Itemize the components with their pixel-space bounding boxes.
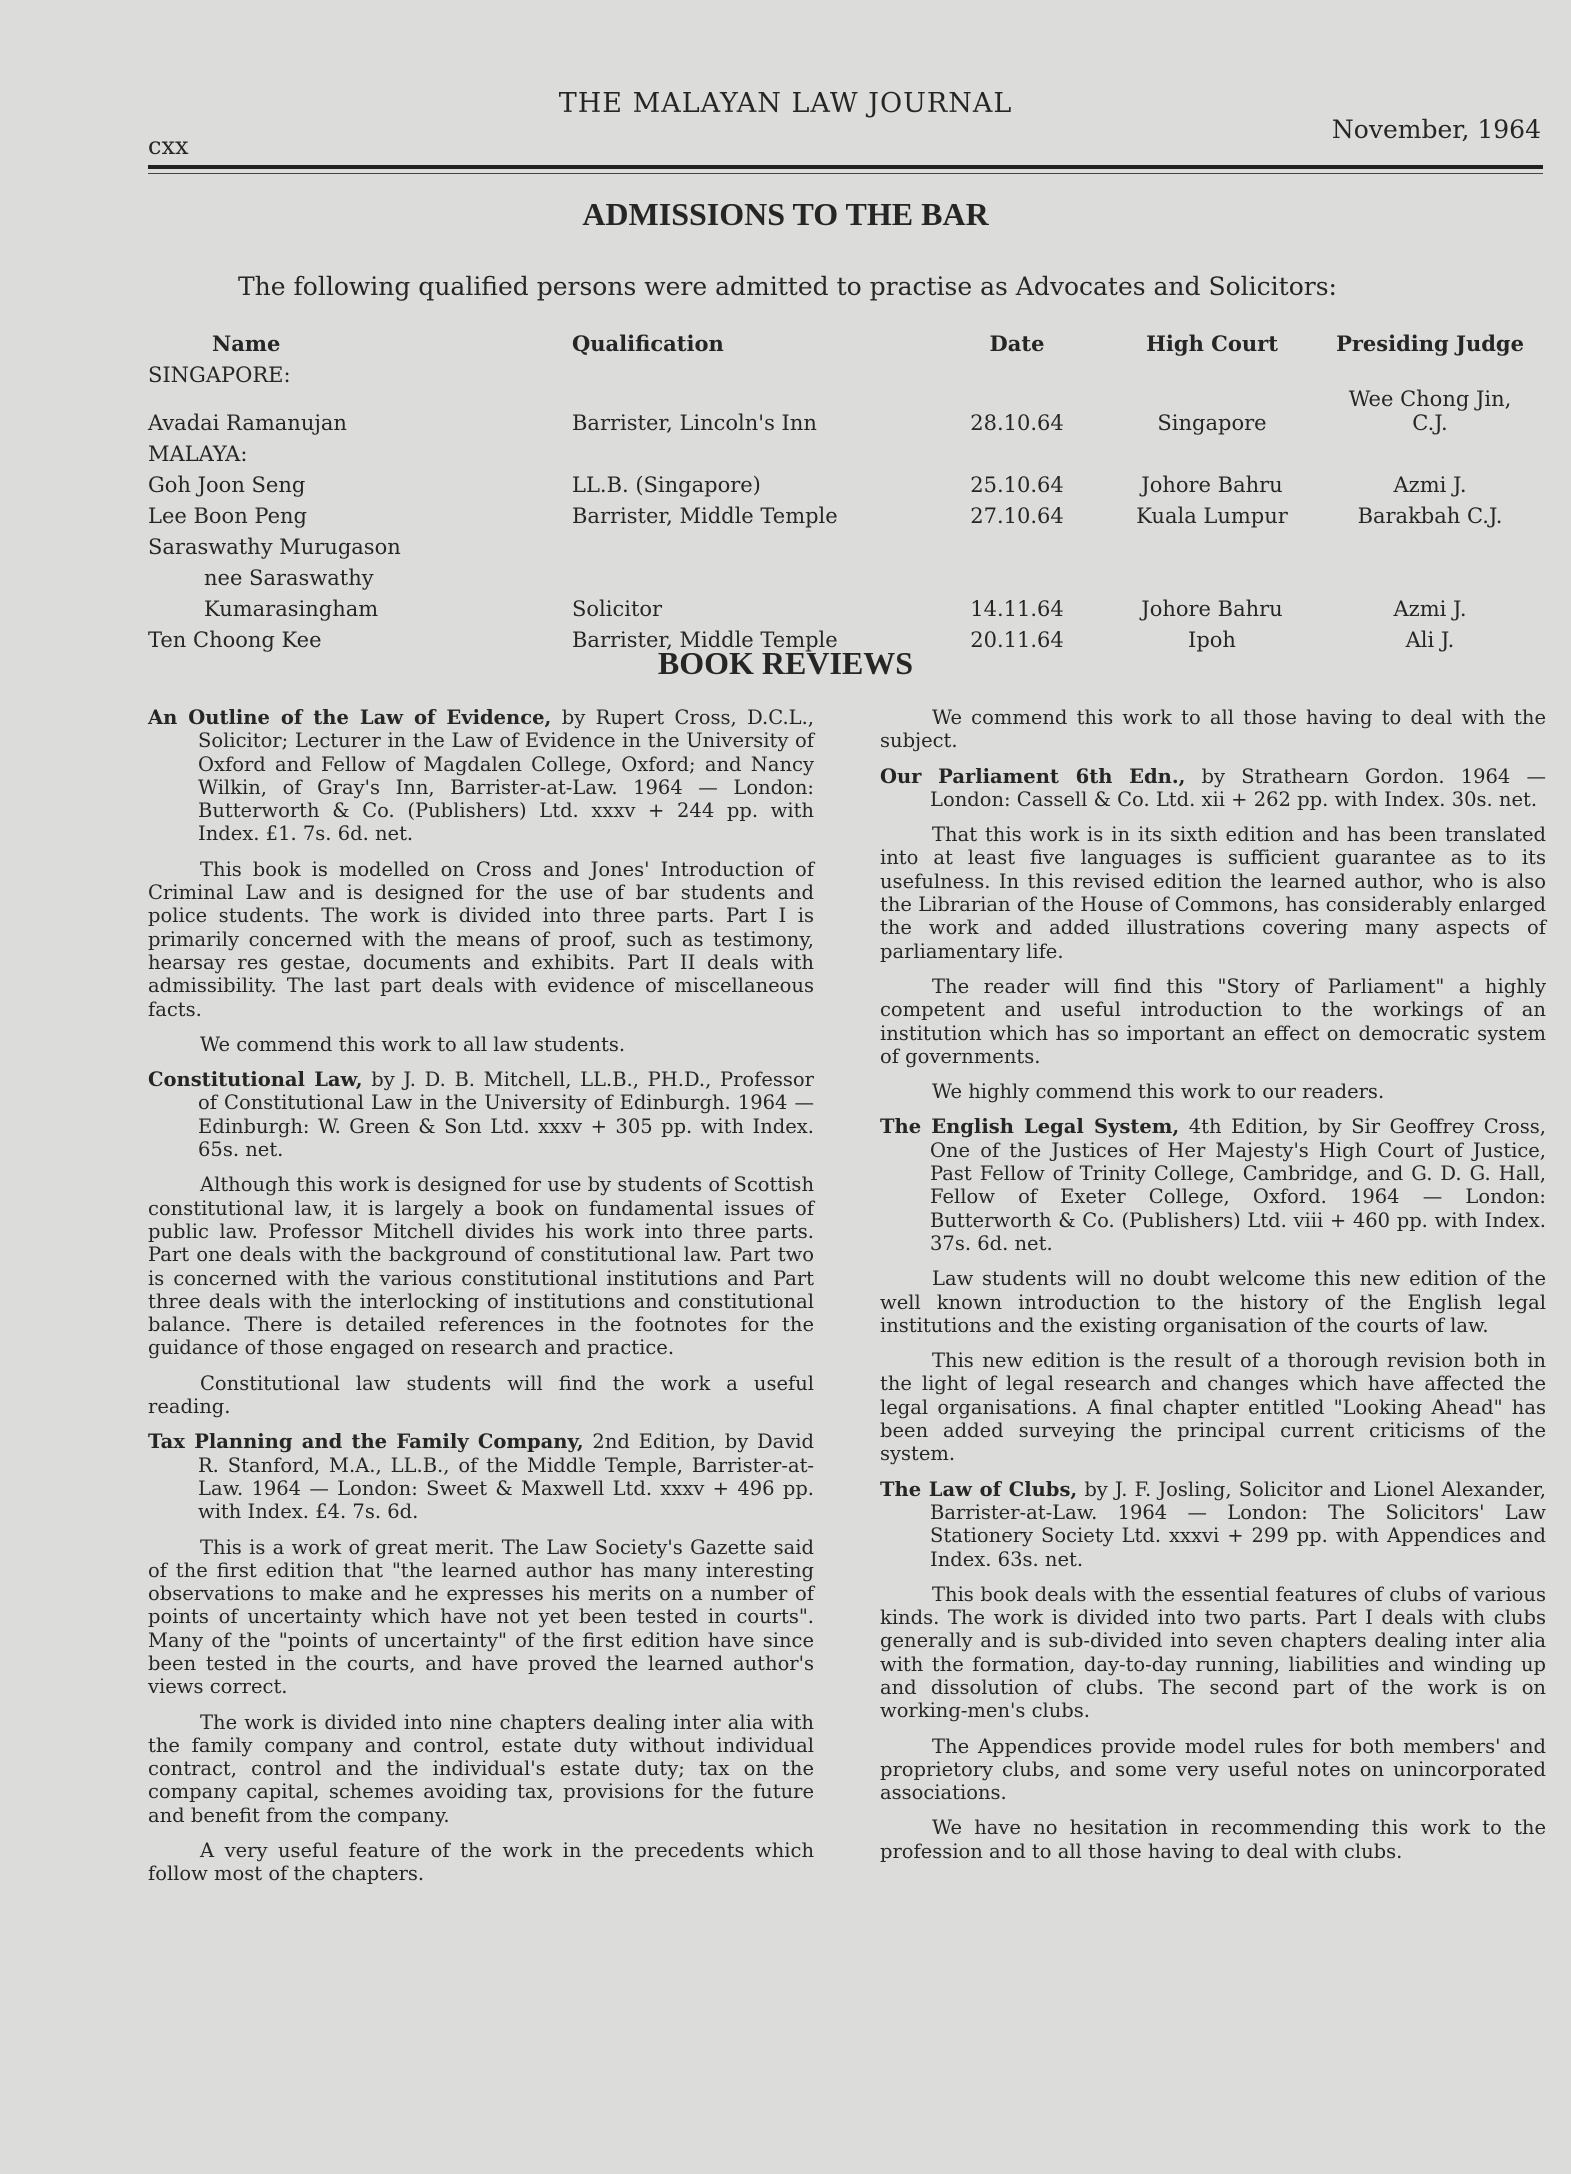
qualification-cell [572,528,942,559]
table-row [148,559,1528,590]
group-row [148,435,1528,466]
name-cell: Saraswathy Murugason [148,535,401,559]
book-details: 2nd Edition, by David R. Stanford, M.A., LL.B., of the Middle Temple, Barrister-at-Law. 1964 — London: Sweet & Maxwell Ltd. xxxv + 496 pp. with Index. £4. 7s. 6d. [198,1430,814,1524]
qualification-cell: Barrister, Middle Temple [572,504,838,528]
header-rule [148,165,1543,169]
table-row [148,590,1528,621]
judge-cell: Ali J. [1405,628,1455,652]
court-cell [1092,528,1332,559]
judge-cell [1332,528,1528,559]
book-title: Constitutional Law, [148,1068,363,1092]
qualification-cell: Barrister, Middle Temple [572,628,838,652]
book-details: by J. F. Josling, Solicitor and Lionel Alexander, Barrister-at-Law. 1964 — London: The Solicitors' Law Stationery Society Ltd. xxxvi + 299 pp. with Appendices and Index. 63s. net. [930,1477,1546,1571]
judge-cell: Azmi J. [1393,597,1467,621]
court-cell: Singapore [1157,411,1267,435]
judge-cell: Azmi J. [1393,473,1467,497]
name-cell: Ten Choong Kee [148,628,322,652]
book-title: An Outline of the Law of Evidence, [148,706,552,729]
qualification-cell [572,559,942,590]
court-cell [1092,559,1332,590]
date-cell: 20.11.64 [970,628,1064,652]
review-entry [880,765,1546,812]
date-cell: 27.10.64 [970,504,1064,528]
review-paragraph: The Appendices provide model rules for both members' and proprietory clubs, and some very useful notes on unincorporated associations. [880,1734,1546,1805]
review-paragraph: Law students will no doubt welcome this new edition of the well known introduction to the history of the English legal institutions and the existing organisation of the courts of law. [880,1267,1546,1337]
name-cell: nee Saraswathy [204,566,374,590]
judge-cell: Barakbah C.J. [1357,504,1503,528]
judge-cell [1332,559,1528,590]
review-paragraph: Constitutional law students will find the work a useful reading. [148,1371,814,1419]
review-paragraph: Although this work is designed for use by students of Scottish constitutional law, it is largely a book on fundamental issues of public law. Professor Mitchell divides his work into three parts. Part one deals with the background of constitutional law. Part two is concerned with the various constitutional institutions and Part three deals with the interlocking of institutions and constitutional balance. There is detailed references in the footnotes for the guidance of those engaged on research and practice. [148,1173,814,1360]
book-details: by Strathearn Gordon. 1964 — London: Cassell & Co. Ltd. xii + 262 pp. with Index. 30s. net. [930,764,1546,811]
name-cell: Avadai Ramanujan [148,411,347,435]
date-cell [942,528,1092,559]
judge-cell: Wee Chong Jin, C.J. [1348,387,1512,435]
court-cell: Ipoh [1188,628,1236,652]
issue-date: November, 1964 [1331,115,1541,144]
admissions-intro: The following qualified persons were admitted to practise as Advocates and Solicitors: [238,272,1337,301]
column-header: High Court [1146,331,1278,356]
table-row [148,528,1528,559]
review-paragraph: This is a work of great merit. The Law Society's Gazette said of the first edition that "the learned author has many interesting observations to make and he expresses his merits on a number of points of uncertainty which have not yet been tested in courts". Many of the "points of uncertainty" of the first edition have since been tested in the courts, and have proved the learned author's views correct. [148,1535,814,1699]
header-rule-thin [148,173,1543,174]
table-row [148,466,1528,497]
review-paragraph: A very useful feature of the work in the precedents which follow most of the chapters. [148,1839,814,1886]
column-header: Name [212,331,281,356]
date-cell: 28.10.64 [970,411,1064,435]
reviews-left-column [148,706,814,1898]
book-details: by Rupert Cross, D.C.L., Solicitor; Lecturer in the Law of Evidence in the University of Oxford and Fellow of Magdalen College, Oxford; and Nancy Wilkin, of Gray's Inn, Barrister-at-Law. 1964 — London: Butterworth & Co. (Publishers) Ltd. xxxv + 244 pp. with Index. £1. 7s. 6d. net. [198,706,814,846]
review-paragraph: The work is divided into nine chapters dealing inter alia with the family company and control, estate duty without individual contract, control and the individual's estate duty; tax on the company capital, schemes avoiding tax, provisions for the future and benefit from the company. [148,1710,814,1827]
review-paragraph: We commend this work to all law students. [200,1032,626,1056]
review-entry [880,1478,1546,1571]
column-header: Date [989,331,1045,356]
qualification-cell: Solicitor [572,597,663,621]
page-number: cxx [148,132,189,160]
review-paragraph: The reader will find this "Story of Parliament" a highly competent and useful introduction to the workings of an institution which has so important an effect on democratic system of governments. [880,974,1546,1068]
date-cell: 14.11.64 [970,597,1064,621]
court-cell: Johore Bahru [1141,473,1283,497]
book-details: 4th Edition, by Sir Geoffrey Cross, One of the Justices of Her Majesty's High Court of Justice, Past Fellow of Trinity College, Cambridge, and G. D. G. Hall, Fellow of Exeter College, Oxford. 1964 — London: Butterworth & Co. (Publishers) Ltd. viii + 460 pp. with Index. 37s. 6d. net. [930,1115,1546,1255]
admissions-heading: ADMISSIONS TO THE BAR [582,196,989,232]
qualification-cell: Barrister, Lincoln's Inn [572,411,817,435]
review-entry [148,706,814,846]
review-paragraph: This new edition is the result of a thorough revision both in the light of legal research and changes which have affected the legal organisations. A final chapter entitled "Looking Ahead" has been added surveying the principal current criticisms of the system. [880,1349,1546,1466]
book-details: by J. D. B. Mitchell, LL.B., PH.D., Professor of Constitutional Law in the University of Edinburgh. 1964 — Edinburgh: W. Green & Son Ltd. xxxv + 305 pp. with Index. 65s. net. [198,1068,814,1162]
admissions-table [148,318,1528,652]
date-cell [942,559,1092,590]
column-header: Qualification [572,331,724,356]
group-label: SINGAPORE: [148,363,291,387]
date-cell: 25.10.64 [970,473,1064,497]
review-paragraph: We highly commend this work to our readers. [932,1080,1385,1104]
journal-title: THE MALAYAN LAW JOURNAL [558,88,1013,119]
review-paragraph: This book is modelled on Cross and Jones' Introduction of Criminal Law and is designed for the use of bar students and police students. The work is divided into three parts. Part I is primarily concerned with the means of proof, such as testimony, hearsay res gestae, documents and exhibits. Part II deals with admissibility. The last part deals with evidence of miscellaneous facts. [148,857,814,1021]
table-row [148,387,1528,435]
review-entry [880,1115,1546,1255]
review-paragraph: We have no hesitation in recommending this work to the profession and to all those having to deal with clubs. [880,1816,1546,1863]
book-title: The Law of Clubs, [880,1477,1078,1501]
reviews-right-column [880,706,1546,1875]
table-row [148,497,1528,528]
court-cell: Johore Bahru [1141,597,1283,621]
review-entry [148,1068,814,1161]
group-row [148,356,1528,387]
book-title: Our Parliament 6th Edn., [880,764,1186,788]
name-cell: Kumarasingham [204,597,379,621]
review-entry [148,1430,814,1523]
court-cell: Kuala Lumpur [1136,504,1288,528]
name-cell: Goh Joon Seng [148,473,306,497]
column-header: Presiding Judge [1336,331,1524,356]
book-title: Tax Planning and the Family Company, [148,1430,584,1454]
review-paragraph: This book deals with the essential features of clubs of various kinds. The work is divided into two parts. Part I deals with clubs generally and is sub-divided into seven chapters dealing inter alia with the formation, day-to-day running, liabilities and winding up and dissolution of clubs. The second part of the work is on working-men's clubs. [880,1582,1546,1723]
group-label: MALAYA: [148,442,248,466]
review-paragraph: That this work is in its sixth edition and has been translated into at least five languages is sufficient guarantee as to its usefulness. In this revised edition the learned author, who is also the Librarian of the House of Commons, has considerably enlarged the work and added illustrations covering many aspects of parliamentary life. [880,823,1546,963]
qualification-cell: LL.B. (Singapore) [572,473,761,497]
book-title: The English Legal System, [880,1115,1180,1139]
book-reviews-heading: BOOK REVIEWS [657,645,914,681]
review-paragraph: We commend this work to all those having to deal with the subject. [880,706,1546,753]
name-cell: Lee Boon Peng [148,504,307,528]
